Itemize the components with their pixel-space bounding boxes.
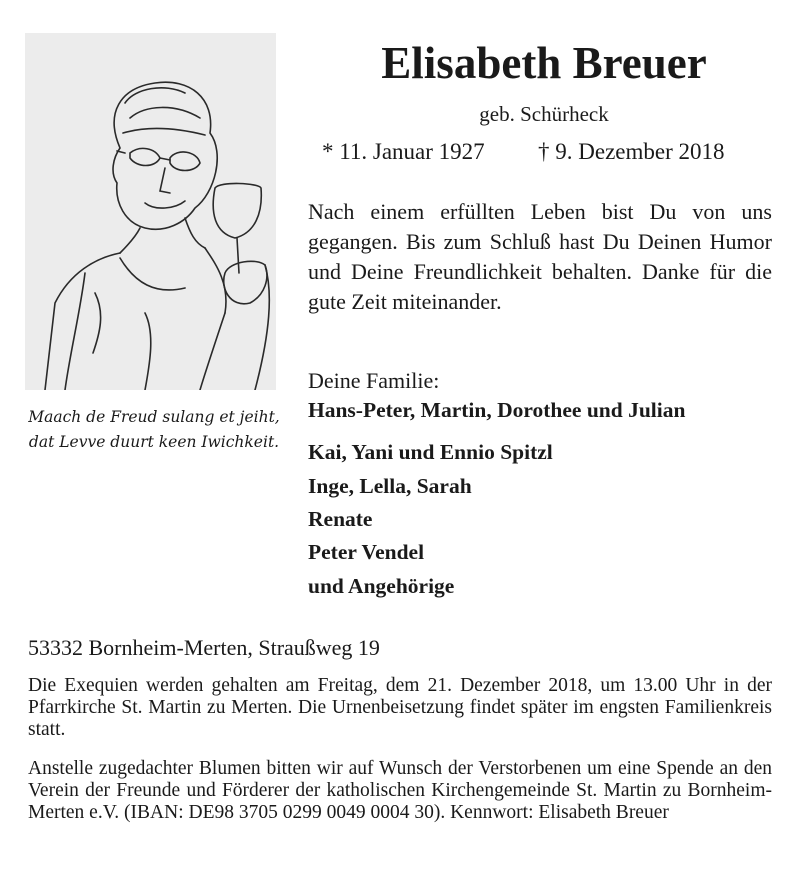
exequien-text: Die Exequien werden gehalten am Freitag, dem 21. Dezember 2018, um 13.00 Uhr in der Pfarrkirche St. Martin zu Merten. Die Urnenbeisetzung findet später im engsten Familienkreis statt. [28, 675, 772, 740]
address: 53332 Bornheim-Merten, Straußweg 19 [28, 635, 380, 660]
family-name-line: und Angehörige [308, 574, 455, 598]
family-name-line: Inge, Lella, Sarah [308, 474, 472, 498]
motto [24, 405, 284, 455]
death-date: † 9. Dezember 2018 [538, 139, 725, 164]
intro-text: Nach einem erfüllten Leben bist Du von uns gegangen. Bis zum Schluß hast Du Deinen Humor und Deine Freundlichkeit behalten. Danke für die gute Zeit miteinander. [308, 199, 772, 314]
birth-name: geb. Schürheck [479, 102, 609, 126]
donation-text: Anstelle zugedachter Blumen bitten wir auf Wunsch der Verstorbenen um eine Spende an den Verein der Freunde und Förderer der katholischen Kirchengemeinde St. Martin zu Bornheim-Merten e.V. (IBAN: DE98 3705 0299 0049 0004 30). Kennwort: Elisabeth Breuer [28, 758, 772, 823]
portrait-sketch [25, 33, 276, 390]
motto-line-2: dat Levve duurt keen Iwichkeit. [28, 433, 280, 451]
portrait-sketch-icon [25, 33, 276, 390]
birth-date: * 11. Januar 1927 [322, 139, 485, 164]
motto-line-1: Maach de Freud sulang et jeiht, [28, 408, 280, 426]
family-name-line: Hans-Peter, Martin, Dorothee und Julian [308, 398, 686, 422]
family-label: Deine Familie: [308, 368, 440, 393]
family-name-line: Kai, Yani und Ennio Spitzl [308, 440, 553, 464]
family-name-line: Peter Vendel [308, 540, 425, 564]
family-name-line: Renate [308, 507, 373, 531]
life-dates [322, 137, 772, 167]
deceased-name: Elisabeth Breuer [381, 38, 707, 88]
